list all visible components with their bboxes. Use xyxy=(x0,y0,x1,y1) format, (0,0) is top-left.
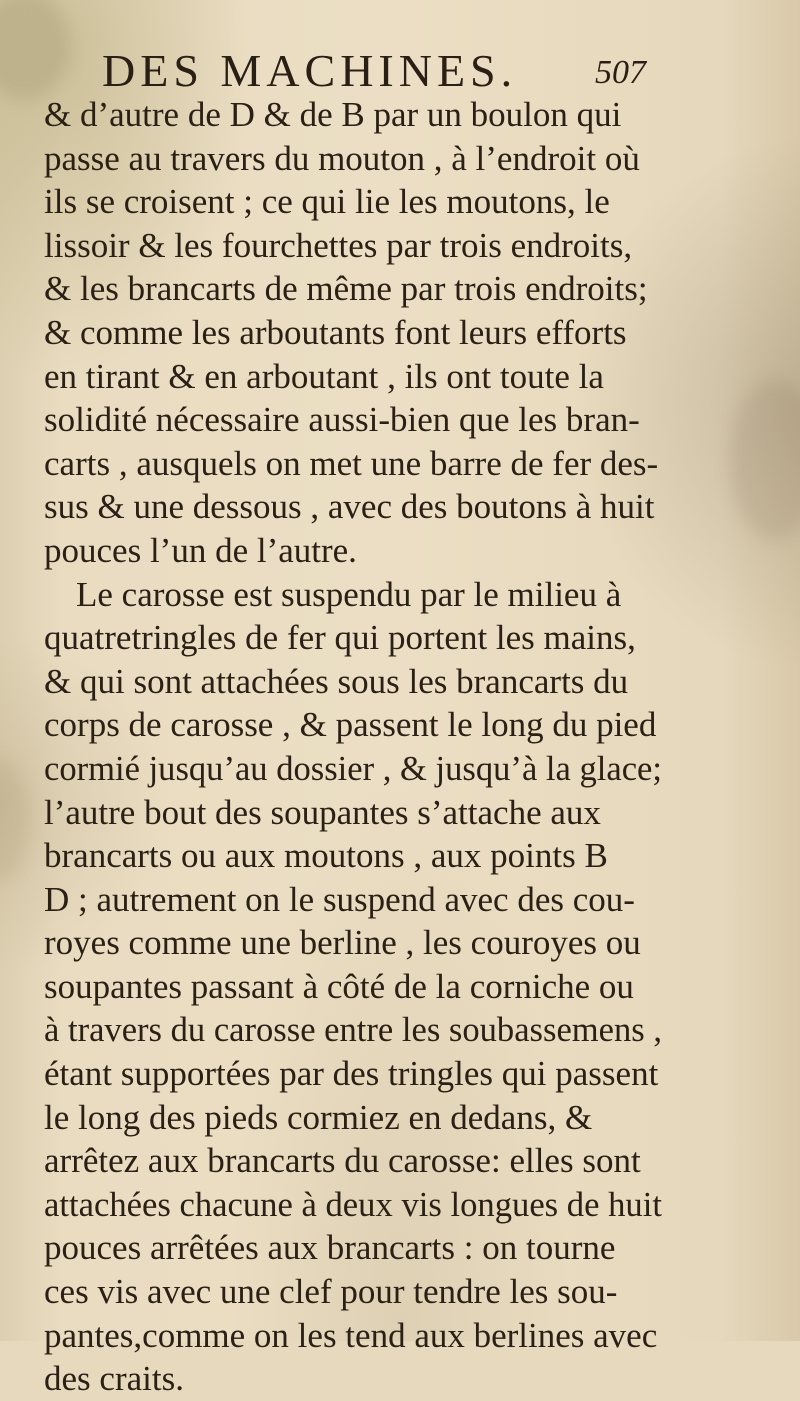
text-line: cormié jusqu’au dossier , & jusqu’à la glace; xyxy=(44,748,662,788)
text-line: & d’autre de D & de B par un boulon qui xyxy=(44,95,622,134)
text-line: pouces arrêtées aux brancarts : on tourne xyxy=(44,1228,616,1268)
text-line: quatretringles de fer qui portent les mains, xyxy=(44,618,636,658)
text-line: en tirant & en arboutant , ils ont toute la xyxy=(44,356,604,396)
text-line: D ; autrement on le suspend avec des cou- xyxy=(44,879,635,919)
text-line: & qui sont attachées sous les brancarts du xyxy=(44,661,629,701)
text-line: carts , ausquels on met une barre de fer des- xyxy=(44,443,659,483)
text-line: passe au travers du mouton , à l’endroit où xyxy=(44,138,640,178)
text-line: brancarts ou aux moutons , aux points B xyxy=(44,836,608,876)
text-line: pouces l’un de l’autre. xyxy=(44,530,357,570)
text-line: lissoir & les fourchettes par trois endroits, xyxy=(44,225,633,265)
text-line: le long des pieds cormiez en dedans, & xyxy=(44,1097,593,1137)
text-line: l’autre bout des soupantes s’attache aux xyxy=(44,792,601,832)
paper-stain xyxy=(730,380,800,540)
body-text xyxy=(44,93,664,1401)
text-line: & les brancarts de même par trois endroits; xyxy=(44,269,648,309)
text-line: soupantes passant à côté de la corniche ou xyxy=(44,966,634,1006)
running-title: DES MACHINES. xyxy=(102,45,518,96)
text-line: sus & une dessous , avec des boutons à huit xyxy=(44,487,655,527)
text-line: corps de carosse , & passent le long du pied xyxy=(44,705,657,745)
paper-stain xyxy=(0,760,30,880)
text-line: ces vis avec une clef pour tendre les sou- xyxy=(44,1272,618,1312)
text-line: solidité nécessaire aussi-bien que les bran- xyxy=(44,400,640,440)
text-line: des craits. xyxy=(44,1359,184,1399)
text-line: arrêtez aux brancarts du carosse: elles sont xyxy=(44,1141,641,1181)
text-line: & comme les arboutants font leurs efforts xyxy=(44,312,627,352)
text-line: ils se croisent ; ce qui lie les moutons, le xyxy=(44,182,610,222)
running-head xyxy=(100,45,646,96)
text-line: étant supportées par des tringles qui passent xyxy=(44,1054,659,1094)
page-number: 507 xyxy=(595,54,646,91)
paragraph-first-line: Le carosse est suspendu par le milieu à xyxy=(76,574,622,614)
text-line: à travers du carosse entre les soubassemens , xyxy=(44,1010,663,1050)
text-line: attachées chacune à deux vis longues de huit xyxy=(44,1184,662,1224)
text-line: pantes,comme on les tend aux berlines avec xyxy=(44,1315,658,1355)
text-line: royes comme une berline , les couroyes ou xyxy=(44,923,641,963)
paper-stain xyxy=(0,0,70,100)
